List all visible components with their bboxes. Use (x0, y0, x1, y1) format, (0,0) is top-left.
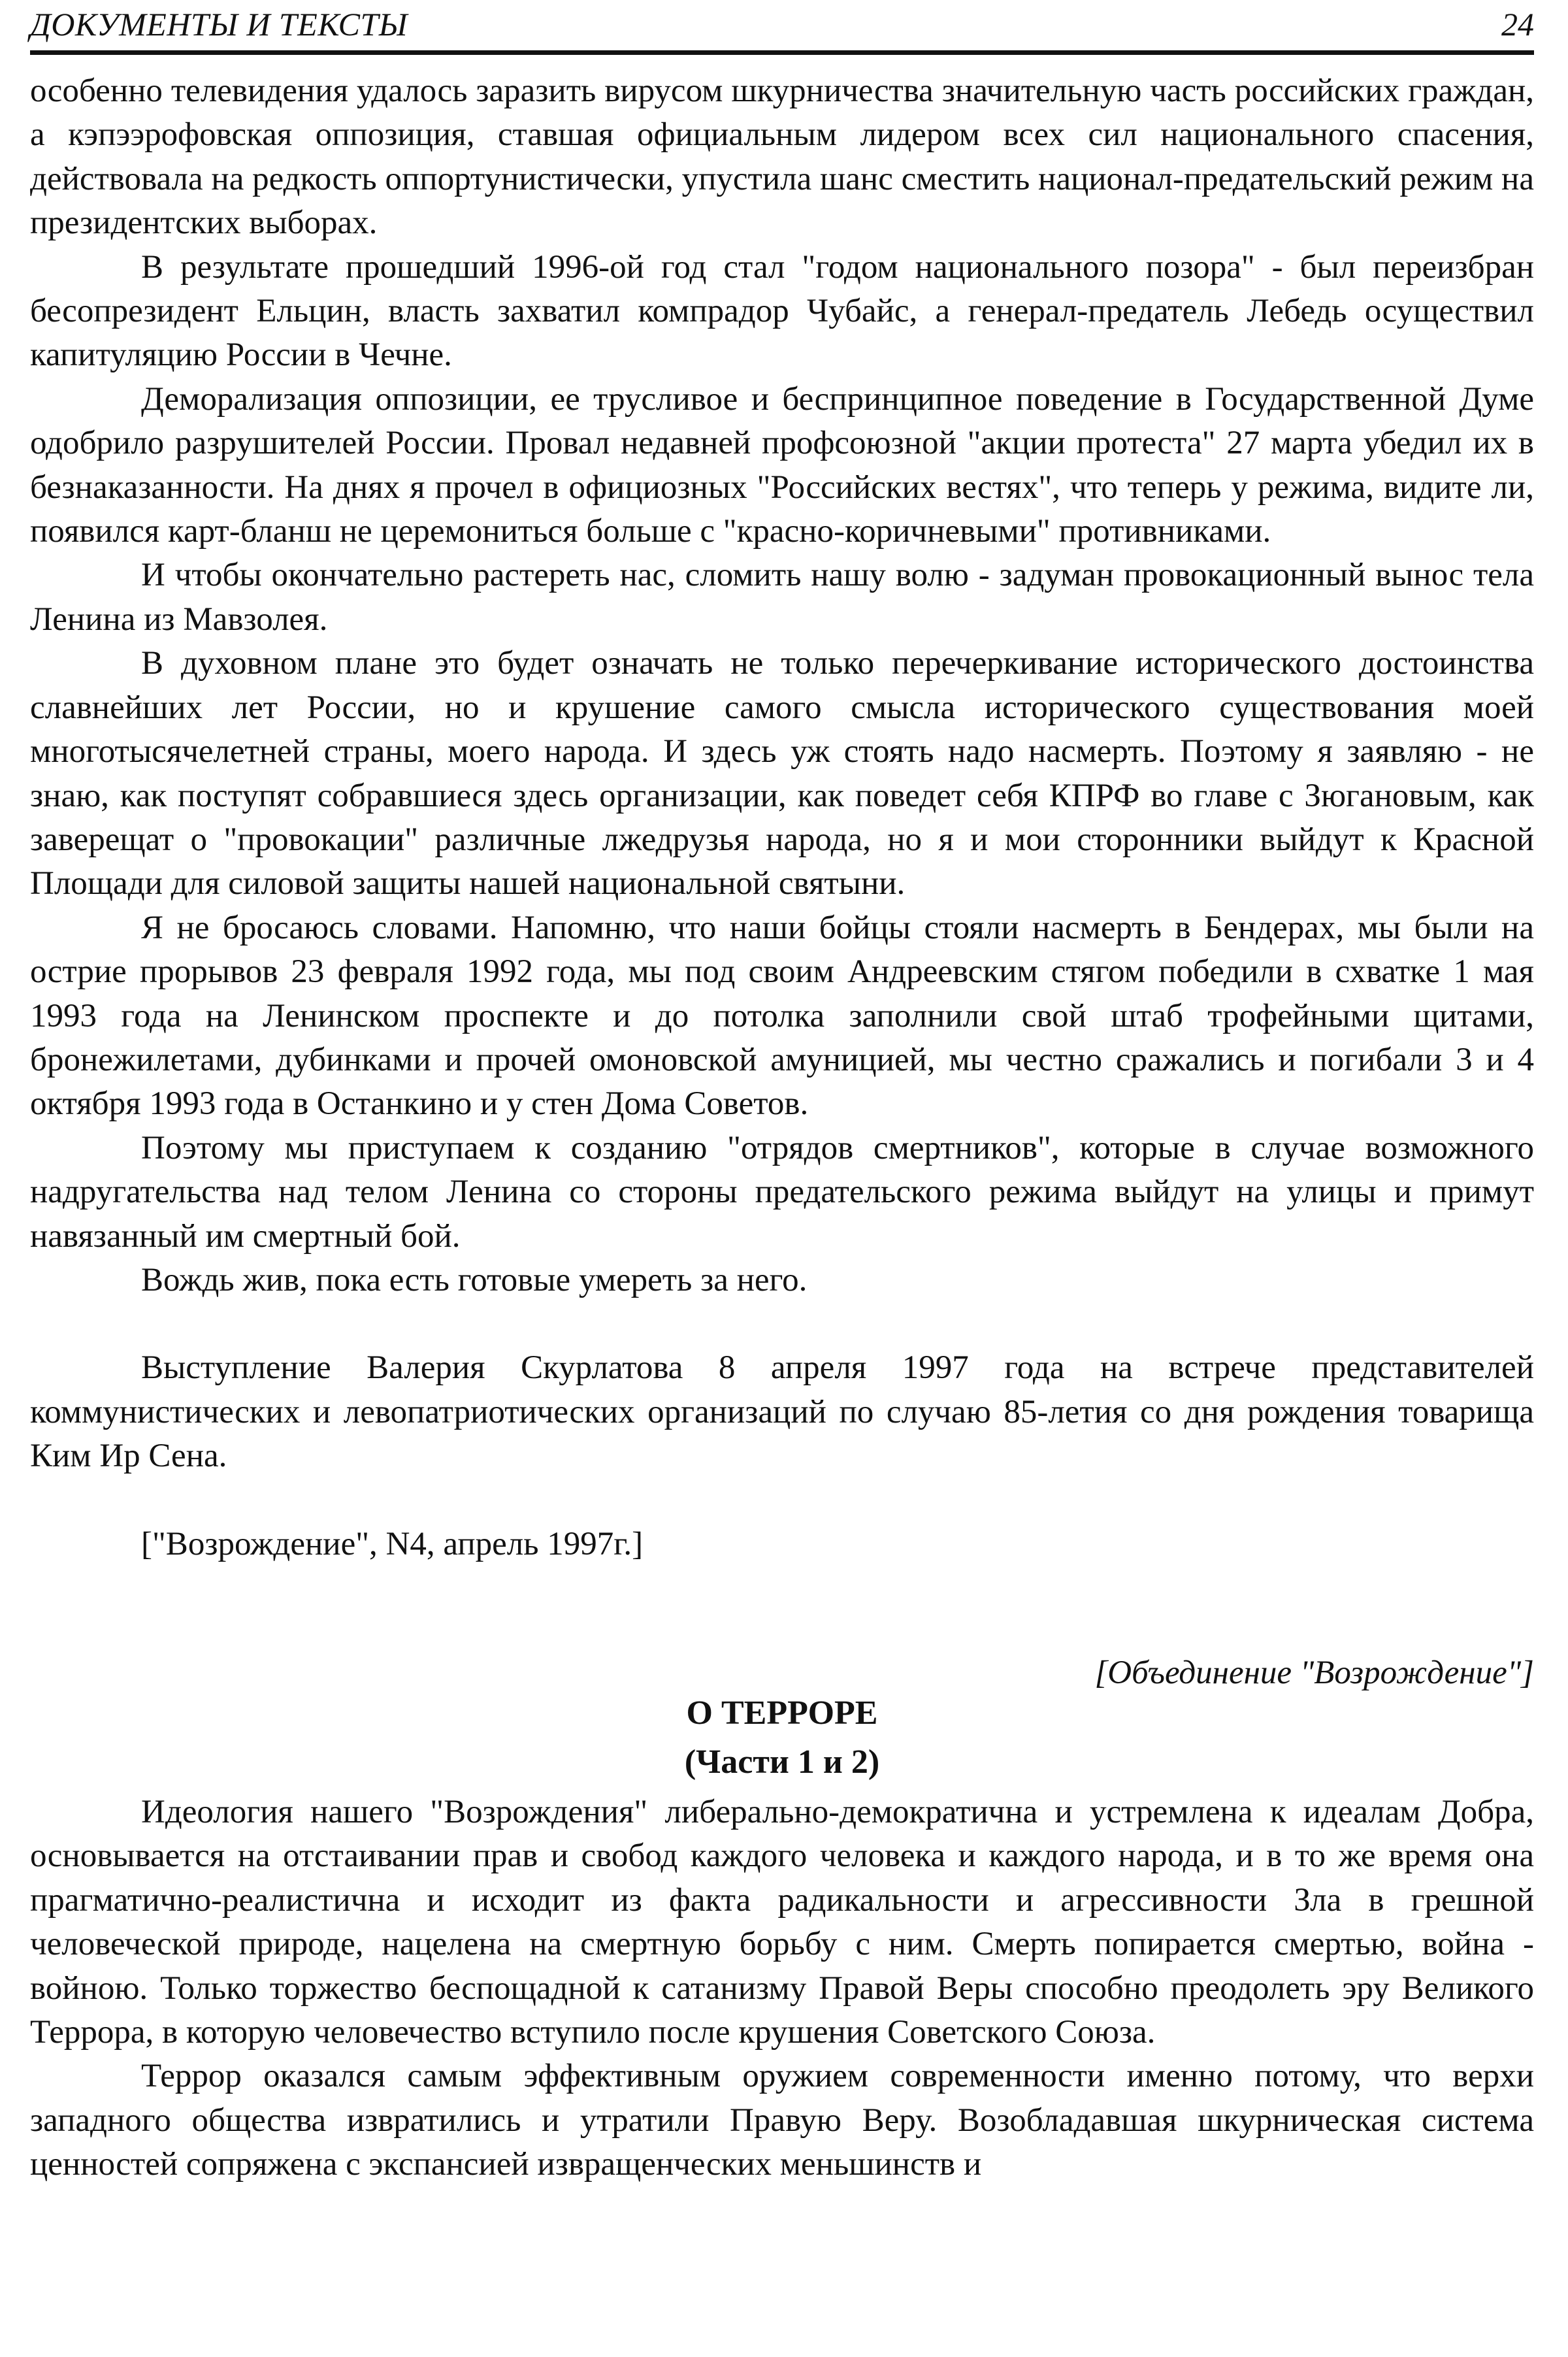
paragraph: И чтобы окончательно растереть нас, сломить нашу волю - задуман провокационный вынос тела Ленина из Мавзолея. (30, 557, 1534, 638)
paragraph: Я не бросаюсь словами. Напомню, что наши бойцы стояли насмерть в Бендерах, мы были на острие прорывов 23 февраля 1992 года, мы под своим Андреевским стягом победили в схватке 1 мая 1993 года на Ленинском проспекте и до потолка заполнили свой штаб трофейными щитами, бронежилетами, дубинками и прочей омоновской амуницией, мы честно сражались и погибали 3 и 4 октября 1993 года в Останкино и у стен Дома Советов. (30, 909, 1534, 1123)
paragraph: В результате прошедший 1996-ой год стал "годом национального позора" - был переизбран бесопрезидент Ельцин, власть захватил компрадор Чубайс, а генерал-предатель Лебедь осуществил капитуляцию России в Чечне. (30, 248, 1534, 374)
article-title: О ТЕРРОРЕ (686, 1694, 878, 1732)
source-citation: ["Возрождение", N4, апрель 1997г.] (141, 1525, 644, 1562)
paragraph-continuation: особенно телевидения удалось заразить вирусом шкурничества значительную часть российских граждан, а кэпээрофовская оппозиция, ставшая официальным лидером всех сил национального спасения, действовала на редкость оппортунистически, упустила шанс сместить национал-предательский режим на президентских выборах. (30, 73, 1534, 242)
paragraph: Поэтому мы приступаем к созданию "отрядов смертников", которые в случае возможного надругательства над телом Ленина со стороны предательского режима выйдут на улицы и примут навязанный им смертный бой. (30, 1129, 1534, 1255)
article-heading (30, 1691, 1534, 1784)
spacer (30, 1302, 1534, 1346)
paragraph: Деморализация оппозиции, ее трусливое и беспринципное поведение в Государственной Думе одобрило разрушителей России. Провал недавней профсоюзной "акции протеста" 27 марта убедил их в безнаказанности. На днях я прочел в официозных "Российских вестях", что теперь у режима, видите ли, появился карт-бланш не церемониться больше с "красно-коричневыми" противниками. (30, 380, 1534, 550)
running-header (30, 3, 1534, 55)
paragraph: Вождь жив, пока есть готовые умереть за него. (141, 1261, 808, 1298)
page-number: 24 (1501, 6, 1534, 42)
spacer (30, 1479, 1534, 1523)
paragraph: В духовном плане это будет означать не только перечеркивание исторического достоинства славнейших лет России, но и крушение самого смысла исторического существования моей многотысячелетней страны, моего народа. И здесь уж стоять надо насмерть. Поэтому я заявляю - не знаю, как поступят собравшиеся здесь организации, как поведет себя КПРФ во главе с Зюгановым, как заверещат о "провокации" различные лжедрузья народа, но я и мои сторонники выйдут к Красной Площади для силовой защиты нашей национальной святыни. (30, 645, 1534, 902)
header-title: ДОКУМЕНТЫ И ТЕКСТЫ (30, 6, 408, 42)
body-text (30, 69, 1534, 2187)
article-attribution: [Объединение "Возрождение"] (1094, 1655, 1534, 1691)
speech-signature: Выступление Валерия Скурлатова 8 апреля 1997 года на встрече представителей коммунистических и левопатриотических организаций по случаю 85-летия со дня рождения товарища Ким Ир Сена. (30, 1349, 1534, 1475)
article-subtitle: (Части 1 и 2) (684, 1743, 880, 1781)
paragraph: Террор оказался самым эффективным оружием современности именно потому, что верхи западного общества извратились и утратили Правую Веру. Возобладавшая шкурническая система ценностей сопряжена с экспансией извращенческих меньшинств и (30, 2058, 1534, 2183)
spacer (30, 1566, 1534, 1651)
paragraph: Идеология нашего "Возрождения" либерально-демократична и устремлена к идеалам Добра, основывается на отстаивании прав и свобод каждого человека и каждого народа, и в то же время она прагматично-реалистична и исходит из факта радикальности и агрессивности Зла в грешной человеческой природе, нацелена на смертную борьбу с ним. Смерть попирается смертью, война - войною. Только торжество беспощадной к сатанизму Правой Веры способно преодолеть эру Великого Террора, в которую человечество вступило после крушения Советского Союза. (30, 1794, 1534, 2051)
